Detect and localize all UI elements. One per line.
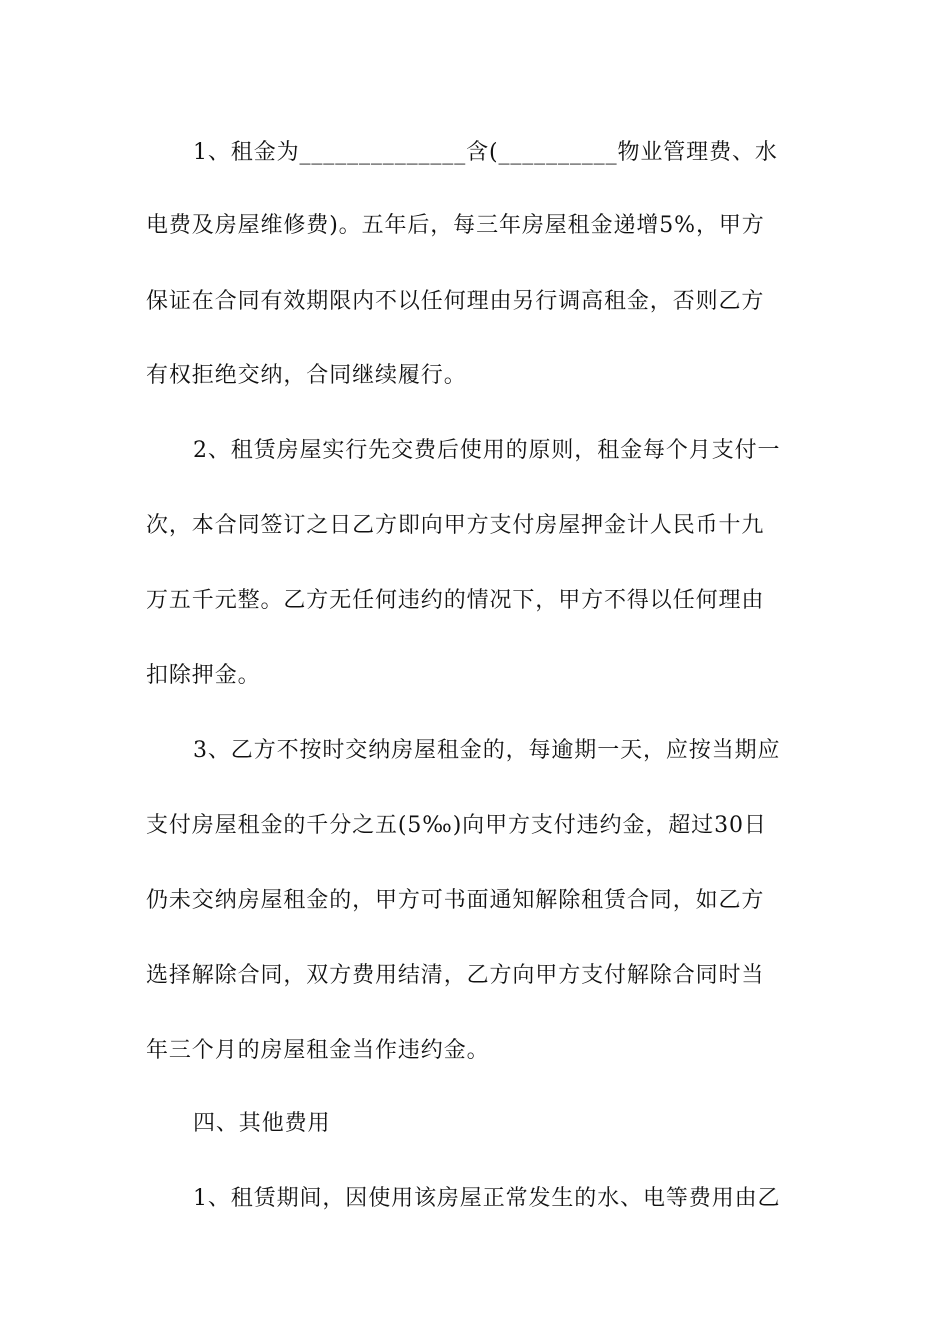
paragraph-1-line-4: 有权拒绝交纳，合同继续履行。 <box>146 363 467 388</box>
paragraph-1-line-2: 电费及房屋维修费)。五年后，每三年房屋租金递增5%，甲方 <box>146 213 765 238</box>
paragraph-2-line-3: 万五千元整。乙方无任何违约的情况下，甲方不得以任何理由 <box>146 588 765 613</box>
paragraph-3-line-4: 选择解除合同，双方费用结清，乙方向甲方支付解除合同时当 <box>146 963 765 988</box>
paragraph-1-line-1: 1、租金为______________含(__________物业管理费、水 <box>193 140 778 165</box>
paragraph-2-line-1: 2、租赁房屋实行先交费后使用的原则，租金每个月支付一 <box>193 438 781 463</box>
paragraph-3-line-3: 仍未交纳房屋租金的，甲方可书面通知解除租赁合同，如乙方 <box>146 888 765 913</box>
paragraph-2-line-2: 次，本合同签订之日乙方即向甲方支付房屋押金计人民币十九 <box>146 513 765 538</box>
section-heading-other-fees: 四、其他费用 <box>193 1111 331 1136</box>
paragraph-3-line-5: 年三个月的房屋租金当作违约金。 <box>146 1038 490 1063</box>
paragraph-1-line-3: 保证在合同有效期限内不以任何理由另行调高租金，否则乙方 <box>146 289 765 314</box>
paragraph-4-line-1: 1、租赁期间，因使用该房屋正常发生的水、电等费用由乙 <box>193 1186 781 1211</box>
paragraph-3-line-1: 3、乙方不按时交纳房屋租金的，每逾期一天，应按当期应 <box>193 738 781 763</box>
paragraph-3-line-2: 支付房屋租金的千分之五(5‰)向甲方支付违约金，超过30日 <box>146 813 767 838</box>
paragraph-2-line-4: 扣除押金。 <box>146 663 261 688</box>
